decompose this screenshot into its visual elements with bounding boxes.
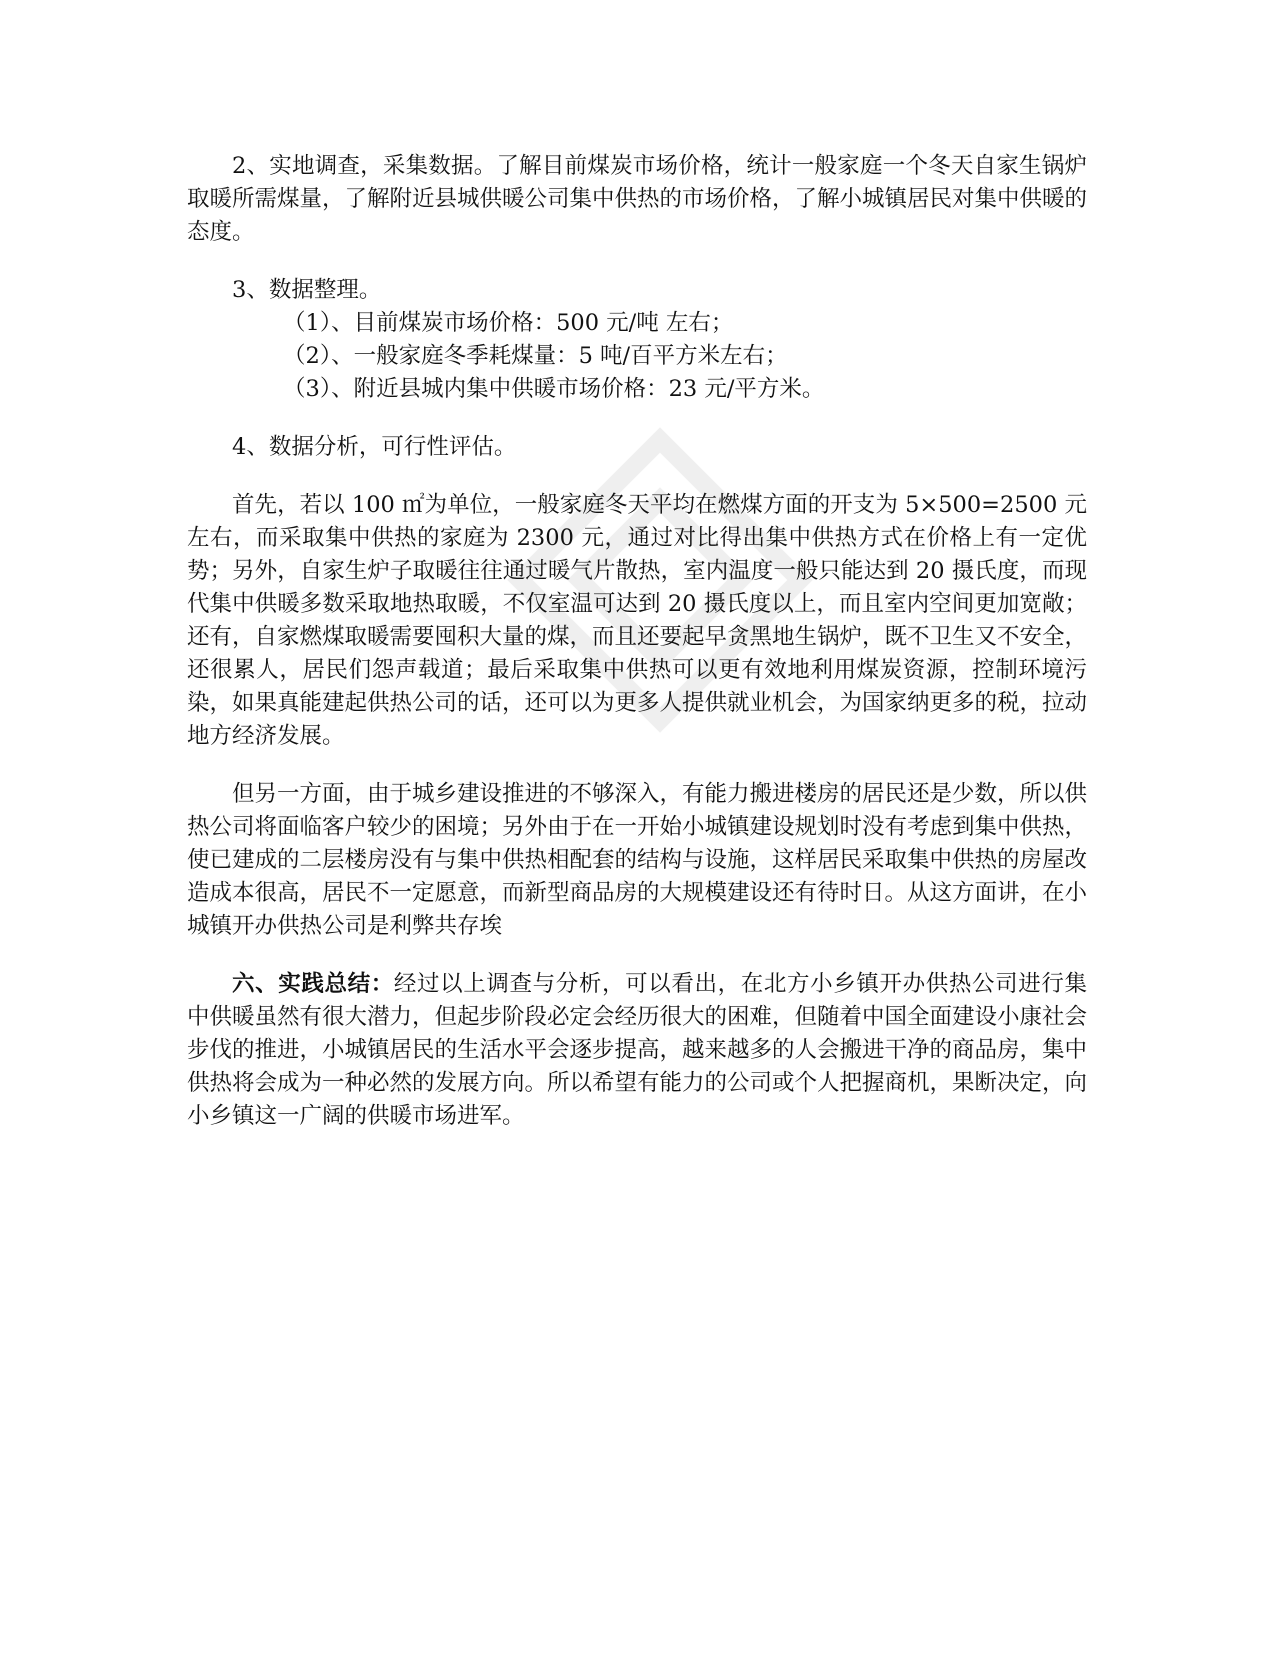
paragraph-advantages: 首先，若以 100 ㎡为单位，一般家庭冬天平均在燃煤方面的开支为 5×500=2500 元左右，而采取集中供热的家庭为 2300 元，通过对比得出集中供热方式在价格上有一定优势；另外，自家生炉子取暖往往通过暖气片散热，室内温度一般只能达到 20 摄氏度，而现代集中供暖多数采取地热取暖，不仅室温可达到 20 摄氏度以上，而且室内空间更加宽敞；还有，自家燃煤取暖需要囤积大量的煤，而且还要起早贪黑地生锅炉，既不卫生又不安全，还很累人，居民们怨声载道；最后采取集中供热可以更有效地利用煤炭资源，控制环境污染，如果真能建起供热公司的话，还可以为更多人提供就业机会，为国家纳更多的税，拉动地方经济发展。 [187, 492, 1088, 749]
list-item-coal-price: （1）、目前煤炭市场价格：500 元/吨 左右； [283, 310, 734, 336]
document-body [187, 150, 1087, 1133]
paragraph-field-survey: 2、实地调查，采集数据。了解目前煤炭市场价格，统计一般家庭一个冬天自家生锅炉取暖所需煤量，了解附近县城供暖公司集中供热的市场价格，了解小城镇居民对集中供暖的态度。 [187, 153, 1088, 245]
paragraph-disadvantages: 但另一方面，由于城乡建设推进的不够深入，有能力搬进楼房的居民还是少数，所以供热公司将面临客户较少的困境；另外由于在一开始小城镇建设规划时没有考虑到集中供热，使已建成的二层楼房没有与集中供热相配套的结构与设施，这样居民采取集中供热的房屋改造成本很高，居民不一定愿意，而新型商品房的大规模建设还有待时日。从这方面讲，在小城镇开办供热公司是利弊共存埃 [187, 781, 1088, 939]
paragraph-data-analysis: 4、数据分析，可行性评估。 [232, 434, 517, 460]
section-heading-summary: 六、实践总结： [232, 971, 394, 997]
summary-body: 经过以上调查与分析，可以看出，在北方小乡镇开办供热公司进行集中供暖虽然有很大潜力，但起步阶段必定会经历很大的困难，但随着中国全面建设小康社会步伐的推进，小城镇居民的生活水平会逐步提高，越来越多的人会搬进干净的商品房，集中供热将会成为一种必然的发展方向。所以希望有能力的公司或个人把握商机，果断决定，向小乡镇这一广阔的供暖市场进军。 [187, 971, 1088, 1129]
paragraph-data-organization: 3、数据整理。 [232, 277, 382, 303]
list-item-heating-price: （3）、附近县城内集中供暖市场价格：23 元/平方米。 [283, 376, 825, 402]
list-item-coal-consumption: （2）、一般家庭冬季耗煤量：5 吨/百平方米左右； [283, 343, 788, 369]
paragraph-summary [187, 968, 1087, 1133]
